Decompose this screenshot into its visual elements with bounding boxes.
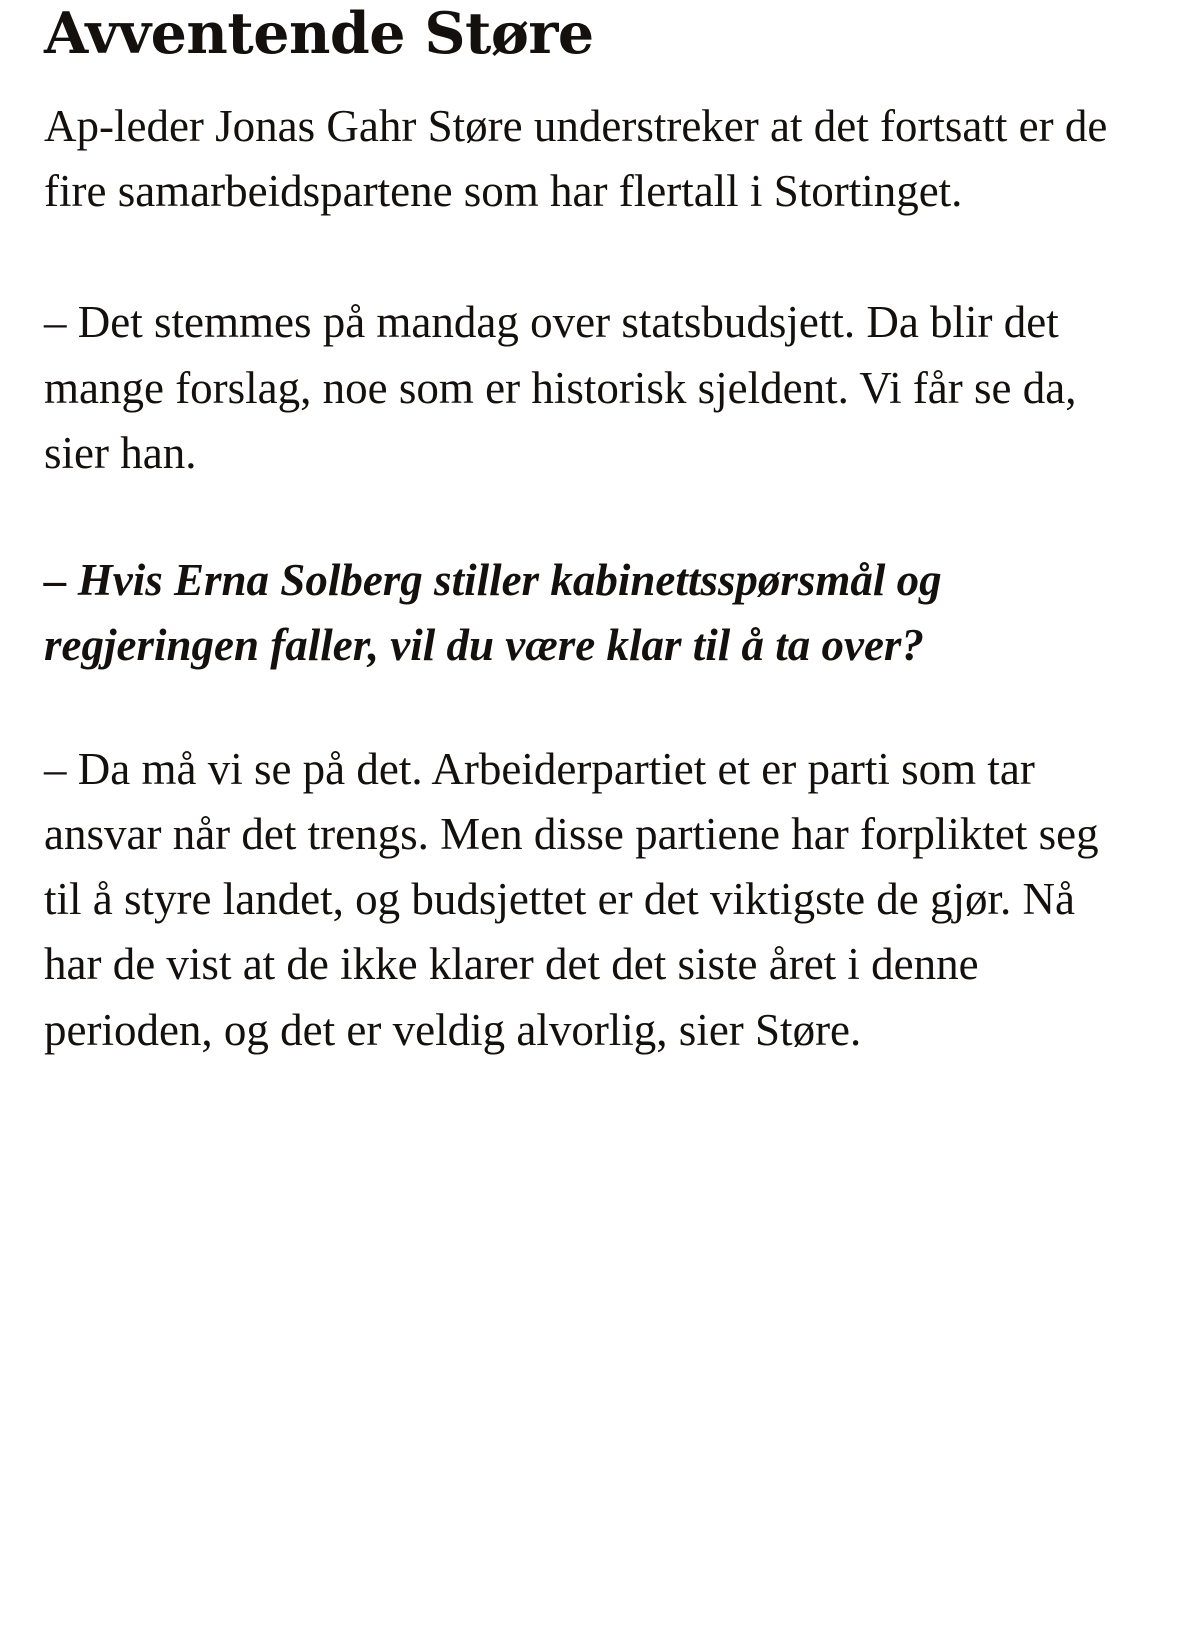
paragraph-text: – Det stemmes på mandag over statsbudsjett. Da blir det mange forslag, noe som er historisk sjeldent. Vi får se da, sier han. (44, 297, 1077, 478)
article-lede: Ap-leder Jonas Gahr Støre understreker at det fortsatt er de fire samarbeidspartene som har flertall i Stortinget. (44, 100, 1108, 217)
bottom-spacer (44, 1063, 1135, 1103)
paragraph-text: – Da må vi se på det. Arbeiderpartiet et er parti som tar ansvar når det trengs. Men disse partiene har forpliktet seg til å styre landet, og budsjettet er det viktigste de gjør. Nå har de vist at de ikke klarer det det siste året i denne perioden, og det er veldig alvorlig, sier Støre. (44, 743, 1099, 1055)
interview-question-text: – Hvis Erna Solberg stiller kabinettsspørsmål og regjeringen faller, vil du være klar til å ta over? (44, 555, 942, 671)
paragraph-quote-1 (44, 290, 1135, 486)
paragraph-quote-2 (44, 737, 1135, 1063)
paragraph-question-1 (44, 548, 1135, 679)
article-title: Avventende Støre (44, 0, 594, 67)
